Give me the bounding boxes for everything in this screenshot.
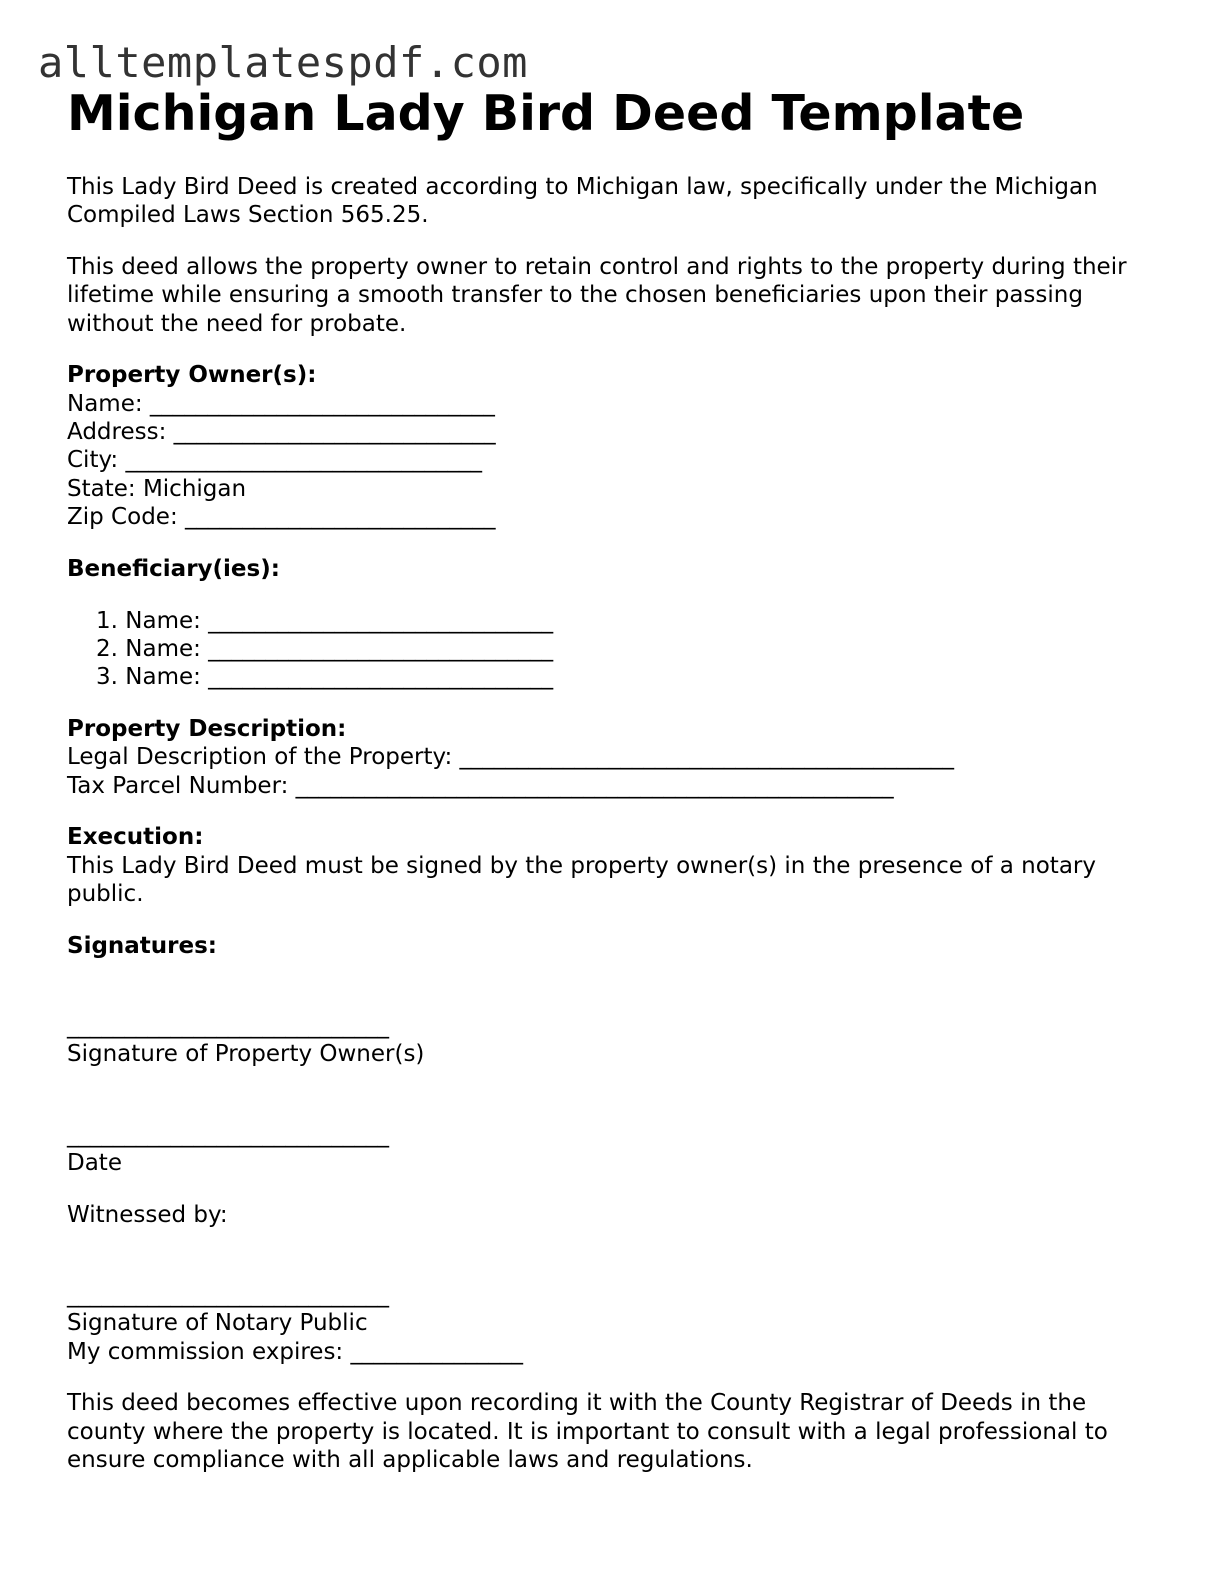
notary-signature-line[interactable]: ____________________________: [67, 1282, 389, 1309]
owner-address-field[interactable]: Address: ____________________________: [67, 419, 496, 446]
commission-expires-field[interactable]: My commission expires: _______________: [67, 1338, 523, 1365]
owner-signature-block: [67, 1012, 1157, 1069]
property-owner-heading: Property Owner(s):: [67, 362, 317, 389]
owner-signature-line[interactable]: ____________________________: [67, 1013, 389, 1040]
list-item[interactable]: 2. Name: ______________________________: [96, 635, 554, 662]
tax-parcel-field[interactable]: Tax Parcel Number: ____________________________________________________: [67, 772, 894, 799]
intro-paragraph-2: This deed allows the property owner to retain control and rights to the property during their lifetime while ensuring a smooth transfer to the chosen beneficiaries upon their passing without the need for probate.: [67, 254, 1127, 337]
closing-paragraph: This deed becomes effective upon recording it with the County Registrar of Deeds in the county where the property is located. It is important to consult with a legal professional to ensure compliance with all applicable laws and regulations.: [67, 1390, 1108, 1473]
date-line[interactable]: ____________________________: [67, 1121, 389, 1148]
intro-paragraph-1: This Lady Bird Deed is created according to Michigan law, specifically under the Michigan Compiled Laws Section 565.25.: [67, 174, 1098, 229]
list-item[interactable]: 3. Name: ______________________________: [96, 664, 554, 691]
property-owner-section: [67, 361, 1157, 531]
notary-block: [67, 1281, 1157, 1366]
watermark: alltemplatespdf.com: [38, 38, 528, 87]
owner-zip-field[interactable]: Zip Code: ___________________________: [67, 503, 496, 530]
signatures-heading: Signatures:: [67, 932, 218, 959]
date-block: [67, 1121, 1157, 1178]
owner-name-field[interactable]: Name: ______________________________: [67, 390, 495, 417]
execution-text: This Lady Bird Deed must be signed by the property owner(s) in the presence of a notary public.: [67, 852, 1096, 907]
property-description-section: [67, 715, 1157, 800]
owner-city-field[interactable]: City: _______________________________: [67, 447, 482, 474]
beneficiary-name-field[interactable]: Name: ______________________________: [125, 664, 554, 691]
witnessed-by-label: Witnessed by:: [67, 1201, 228, 1228]
date-label: Date: [67, 1149, 122, 1176]
legal-description-field[interactable]: Legal Description of the Property: ___________________________________________: [67, 744, 955, 771]
execution-heading: Execution:: [67, 824, 204, 851]
property-description-heading: Property Description:: [67, 715, 347, 742]
page-title: Michigan Lady Bird Deed Template: [67, 85, 1025, 142]
signatures-section: [67, 932, 1157, 960]
beneficiaries-heading: Beneficiary(ies):: [67, 555, 280, 582]
beneficiary-name-field[interactable]: Name: ______________________________: [125, 607, 554, 634]
beneficiaries-list: [67, 607, 1157, 692]
notary-signature-label: Signature of Notary Public: [67, 1310, 368, 1337]
list-item[interactable]: 1. Name: ______________________________: [96, 607, 554, 634]
beneficiaries-section: [67, 555, 1157, 692]
document-page: [67, 86, 1157, 1474]
owner-state-field: State: Michigan: [67, 475, 247, 502]
beneficiary-name-field[interactable]: Name: ______________________________: [125, 635, 554, 662]
execution-section: [67, 823, 1157, 908]
owner-signature-label: Signature of Property Owner(s): [67, 1041, 425, 1068]
